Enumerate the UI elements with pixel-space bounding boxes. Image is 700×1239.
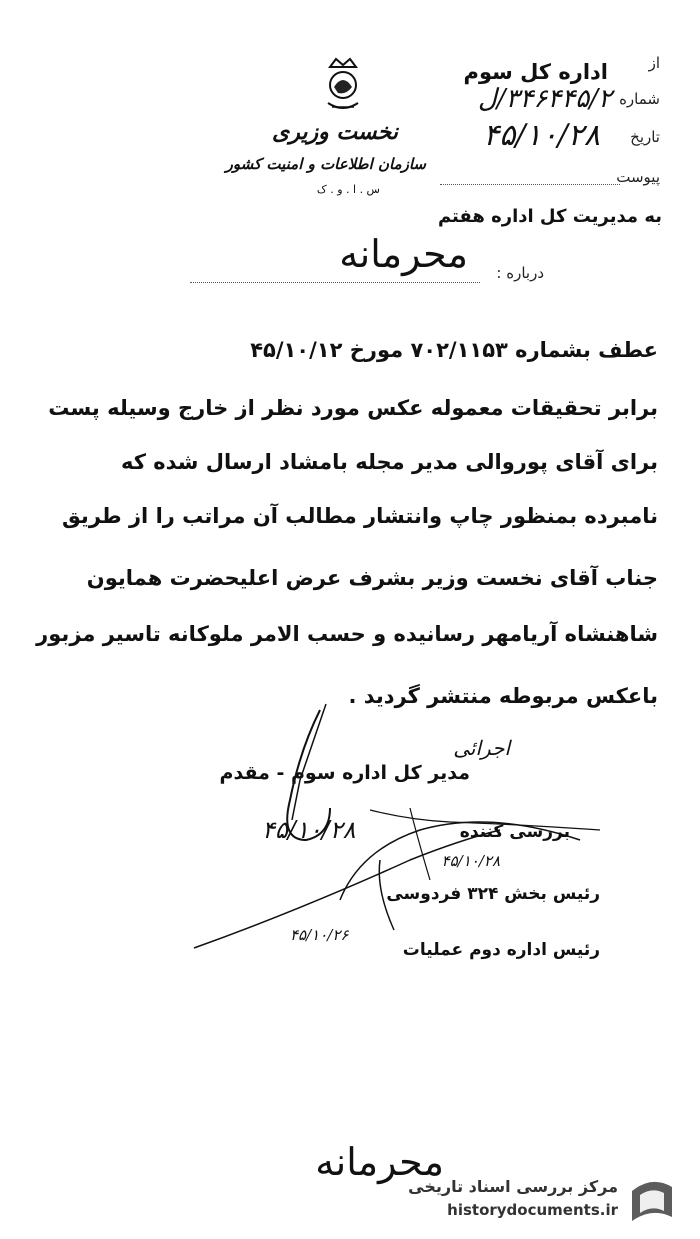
body-line: برابر تحقیقات معموله عکس مورد نظر از خارج وسیله پست: [48, 396, 658, 420]
org-code: س . ا . و . ک: [316, 183, 380, 196]
org-subtitle: سازمان اطلاعات و امنیت کشور: [225, 155, 426, 173]
margin-date-lower: ۴۵/۱۰/۲۶: [290, 926, 349, 944]
body-line: جناب آقای نخست وزیر بشرف عرض اعلیحضرت همایون: [86, 566, 658, 590]
watermark-url: historydocuments.ir: [447, 1201, 618, 1219]
body-line-reference: عطف بشماره ۷۰۲/۱۱۵۳ مورخ ۴۵/۱۰/۱۲: [250, 338, 658, 362]
from-label: از: [648, 54, 660, 72]
reviewer-line: بررسی کننده: [459, 822, 570, 842]
margin-date: ۴۵/۱۰/۲۸: [262, 816, 356, 844]
dept-head-line: رئیس اداره دوم عملیات: [402, 940, 600, 960]
date-value: ۴۵/۱۰/۲۸: [483, 118, 600, 153]
number-label: شماره: [619, 90, 660, 108]
archive-logo-icon: [626, 1173, 678, 1227]
number-value: ۳۴۶۴۴۵/۲/ل: [477, 84, 612, 114]
subject-value: محرمانه: [339, 232, 468, 276]
watermark-title: مرکز بررسی اسناد تاریخی: [408, 1177, 618, 1196]
watermark: [384, 1169, 684, 1231]
body-line: برای آقای پوروالی مدیر مجله بامشاد ارسال شده که: [121, 450, 658, 474]
subject-label: درباره :: [496, 264, 544, 282]
confidential-stamp: محرمانه: [315, 1140, 444, 1184]
lion-and-sun-crown-icon: [318, 55, 368, 117]
to-line: به مدیریت کل اداره هفتم: [437, 206, 662, 227]
director-line: مدیر کل اداره سوم - مقدم: [219, 762, 470, 784]
date-label: تاریخ: [630, 128, 660, 146]
emblem-block: [225, 55, 430, 215]
body-line: باعکس مربوطه منتشر گردید .: [348, 684, 658, 708]
body-line: نامبرده بمنظور چاپ وانتشار مطالب آن مراتب را از طریق: [62, 504, 658, 528]
attachment-line: [440, 184, 620, 185]
from-value: اداره کل سوم: [463, 60, 608, 84]
org-name: نخست وزیری: [272, 119, 398, 145]
section-head-line: رئیس بخش ۳۲۴ فردوسی: [386, 884, 600, 904]
handwritten-note: اجرائی: [453, 736, 510, 760]
attachment-label: پیوست: [616, 168, 660, 186]
body-line: شاهنشاه آریامهر رسانیده و حسب الامر ملوکانه تاسیر مزبور: [36, 622, 658, 646]
signature-strokes: [180, 690, 620, 960]
subject-underline: [190, 282, 480, 283]
reviewer-date: ۴۵/۱۰/۲۸: [441, 852, 500, 870]
